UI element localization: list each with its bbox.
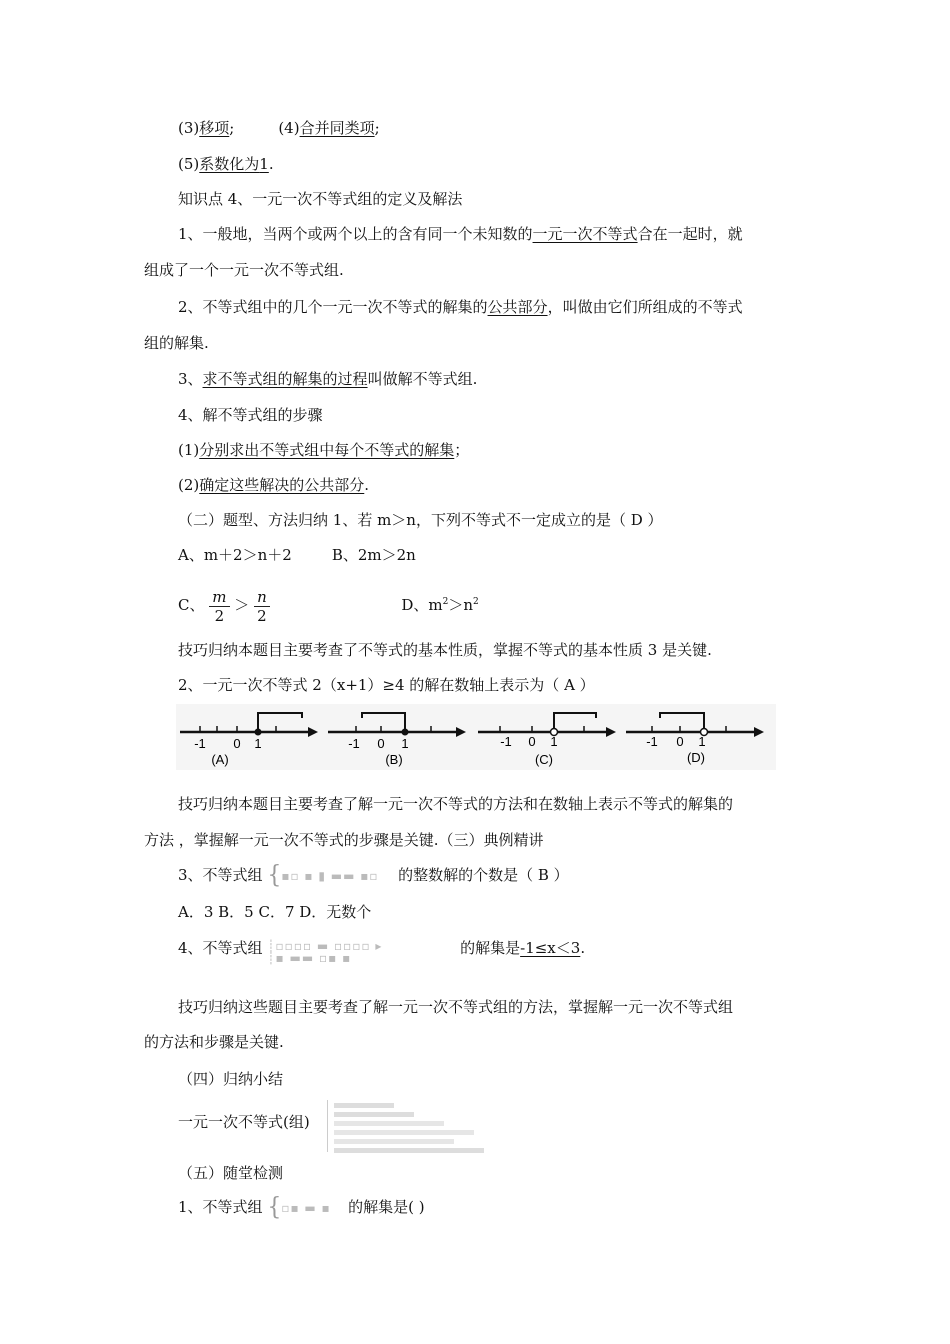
question-2: 2、一元一次不等式 2（x+1）≥4 的解在数轴上表示为（ A ） bbox=[178, 676, 595, 694]
definition-1-cont: 组成了一个一元一次不等式组. bbox=[144, 261, 344, 279]
definition-2: 2、不等式组中的几个一元一次不等式的解集的公共部分，叫做由它们所组成的不等式 bbox=[178, 298, 743, 316]
question-1-options-cd: C、 $\frac{m}{2}$ ＞ $\frac{n}{2}$ D、$m^2>n^2$ bbox=[178, 587, 479, 625]
definition-1: 1、一般地，当两个或两个以上的含有同一个未知数的一元一次不等式合在一起时，就 bbox=[178, 225, 743, 243]
tick-label: 0 bbox=[528, 734, 536, 749]
blurred-inequality-system: ▪▫ ▪ ▮ ▬▬ ▪▫ bbox=[281, 869, 379, 883]
fraction-m-over-2: $\frac{m}{2}$ bbox=[209, 588, 229, 625]
blurred-inequality-system: ▫▪ ▬ ▪ bbox=[281, 1201, 331, 1215]
number-line-options bbox=[176, 704, 776, 770]
question-3-options: A．3 B．5 C．7 D．无数个 bbox=[178, 903, 372, 921]
tick-label: 1 bbox=[550, 734, 558, 749]
fraction-n-over-2: $\frac{n}{2}$ bbox=[254, 588, 270, 625]
definition-3: 3、求不等式组的解集的过程叫做解不等式组. bbox=[178, 370, 478, 388]
blurred-inequality-system: ┊▫▫▫▫ ▬ ▫▫▫▫ ▸ ┊▪ ▬▬ ▫▪ ▪ bbox=[267, 939, 383, 965]
knowledge-point-4-title: 知识点 4、一元一次不等式组的定义及解法 bbox=[178, 190, 463, 208]
tick-label: -1 bbox=[194, 736, 206, 751]
step-1: (1)分别求出不等式组中每个不等式的解集； bbox=[178, 441, 470, 459]
line-1: (3)移项; (4)合并同类项; bbox=[178, 119, 380, 137]
tick-label: 0 bbox=[377, 736, 385, 751]
question-1: （二）题型、方法归纳 1、若 m＞n，下列不等式不一定成立的是（ D ） bbox=[178, 511, 663, 529]
tip-3: 技巧归纳这些题目主要考查了解一元一次不等式组的方法，掌握解一元一次不等式组 bbox=[178, 998, 734, 1016]
option-label-c: (C) bbox=[534, 752, 554, 767]
question-3: 3、不等式组 {▪▫ ▪ ▮ ▬▬ ▪▫ 的整数解的个数是（ B ） bbox=[178, 861, 569, 890]
tip-1: 技巧归纳本题目主要考查了不等式的基本性质，掌握不等式的基本性质 3 是关键. bbox=[178, 641, 712, 659]
tick-label: 0 bbox=[676, 734, 684, 749]
tick-label: -1 bbox=[646, 734, 658, 749]
option-label-b: (B) bbox=[385, 752, 403, 767]
system-brace-icon: { bbox=[267, 861, 282, 890]
step-2: (2)确定这些解决的公共部分. bbox=[178, 476, 370, 494]
tick-label: 1 bbox=[698, 734, 706, 749]
tick-label: 1 bbox=[254, 736, 262, 751]
option-label-a: (A) bbox=[211, 752, 229, 767]
question-4: 4、不等式组 ┊▫▫▫▫ ▬ ▫▫▫▫ ▸ ┊▪ ▬▬ ▫▪ ▪ 的解集是-1≤x＜3. bbox=[178, 939, 586, 965]
tick-label: 1 bbox=[401, 736, 409, 751]
tick-label: 0 bbox=[233, 736, 241, 751]
check-question-1: 1、不等式组 {▫▪ ▬ ▪ 的解集是( ) bbox=[178, 1193, 425, 1222]
tip-2-cont: 方法 ，掌握解一元一次不等式的步骤是关键.（三）典例精讲 bbox=[144, 831, 544, 849]
steps-title: 4、解不等式组的步骤 bbox=[178, 406, 323, 424]
definition-2-cont: 组的解集. bbox=[144, 334, 209, 352]
system-brace-icon: { bbox=[267, 1193, 282, 1222]
line-2: (5)系数化为1. bbox=[178, 155, 274, 173]
summary-diagram: 一元一次不等式(组) bbox=[178, 1113, 310, 1131]
blurred-summary-outline bbox=[327, 1100, 498, 1152]
tip-2: 技巧归纳本题目主要考查了解一元一次不等式的方法和在数轴上表示不等式的解集的 bbox=[178, 795, 734, 813]
question-1-options-ab: A、m＋2＞n＋2 B、2m＞2n bbox=[178, 546, 416, 564]
tick-label: -1 bbox=[348, 736, 360, 751]
tick-label: -1 bbox=[500, 734, 512, 749]
tip-3-cont: 的方法和步骤是关键. bbox=[144, 1033, 284, 1051]
section-check-title: （五）随堂检测 bbox=[178, 1164, 284, 1182]
section-summary-title: （四）归纳小结 bbox=[178, 1070, 284, 1088]
option-label-d: (D) bbox=[686, 750, 706, 765]
